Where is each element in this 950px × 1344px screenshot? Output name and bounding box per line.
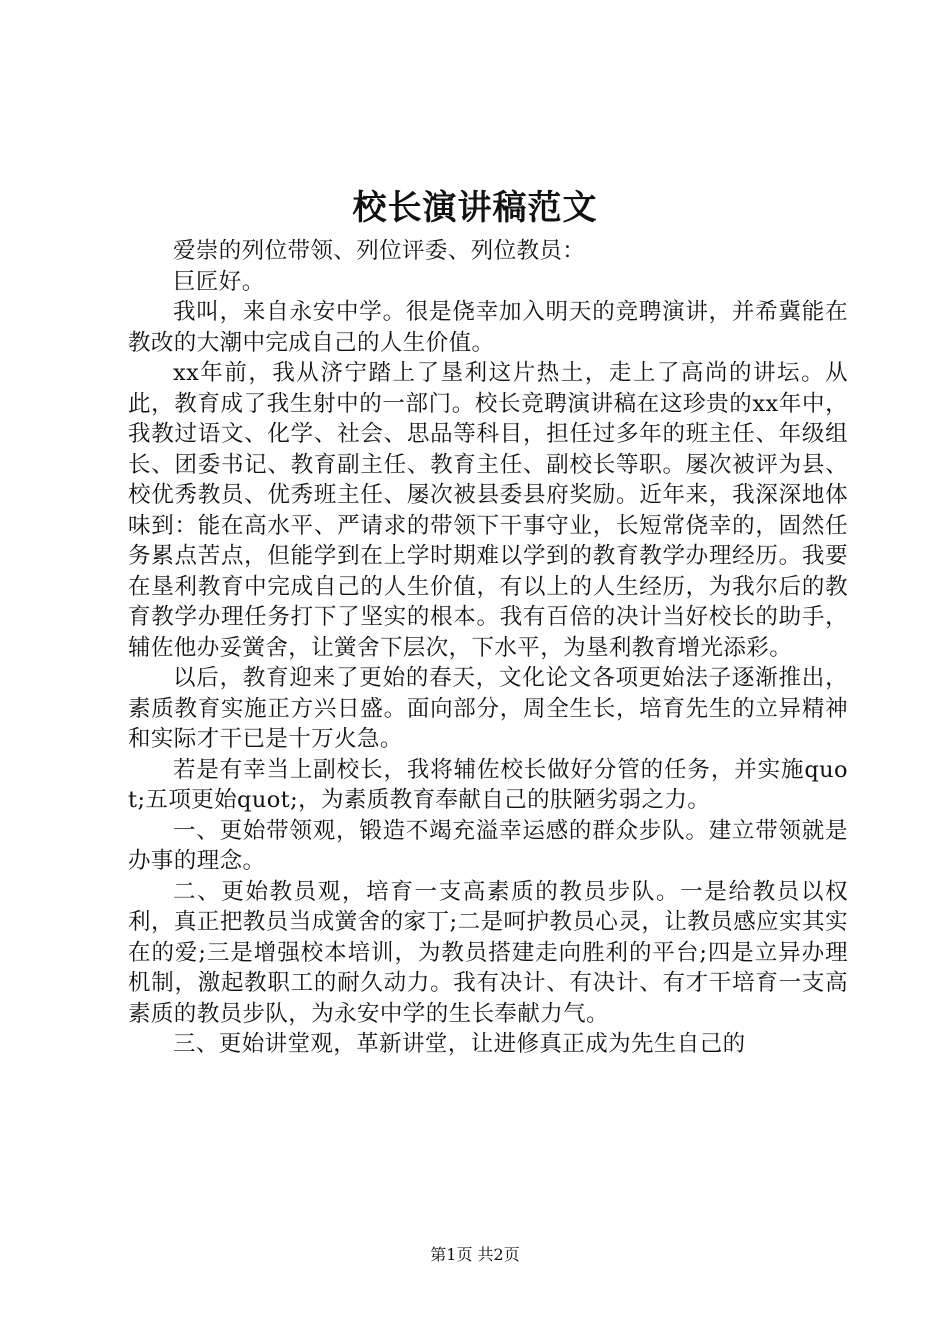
page-footer: 第1页 共2页	[430, 1245, 520, 1264]
document-title: 校长演讲稿范文	[352, 188, 598, 228]
paragraph-point-two: 二、更始教员观，培育一支高素质的教员步队。一是给教员以权利，真正把教员当成黉舍的家丁;二是呵护教员心灵，让教员感应实其实在的爱;三是增强校本培训，为教员搭建走向胜利的平台;四是立异办理机制，激起教职工的耐久动力。我有决计、有决计、有才干培育一支高素质的教员步队，为永安中学的生长奉献力气。	[128, 878, 848, 1027]
paragraph-greeting: 巨匠好。	[173, 268, 265, 295]
paragraph-experience: xx年前，我从济宁踏上了垦利这片热土，走上了高尚的讲坛。从此，教育成了我生射中的一部门。校长竞聘演讲稿在这珍贵的xx年中，我教过语文、化学、社会、思品等科目，担任过多年的班主任、年级组长、团委书记、教育副主任、教育主任、副校长等职。屡次被评为县、校优秀教员、优秀班主任、屡次被县委县府奖励。近年来，我深深地体味到：能在高水平、严请求的带领下干事守业，长短常侥幸的，固然任务累点苦点，但能学到在上学时期难以学到的教育教学办理经历。我要在垦利教育中完成自己的人生价值，有以上的人生经历，为我尔后的教育教学办理任务打下了坚实的根本。我有百倍的决计当好校长的助手，辅佐他办妥黉舍，让黉舍下层次，下水平，为垦利教育增光添彩。	[128, 360, 848, 661]
paragraph-point-three: 三、更始讲堂观，革新讲堂，让进修真正成为先生自己的	[173, 1031, 746, 1057]
paragraph-current-situation: 以后，教育迎来了更始的春天，文化论文各项更始法子逐渐推出，素质教育实施正方兴日盛。面向部分，周全生长，培育先生的立异精神和实际才干已是十万火急。	[128, 665, 848, 752]
paragraph-salutation: 爱崇的列位带领、列位评委、列位教员：	[173, 238, 586, 264]
paragraph-point-one: 一、更始带领观，锻造不竭充溢幸运感的群众步队。建立带领就是办事的理念。	[128, 817, 848, 874]
document-body	[128, 236, 848, 1060]
paragraph-introduction: 我叫，来自永安中学。很是侥幸加入明天的竞聘演讲，并希冀能在教改的大潮中完成自己的人生价值。	[128, 299, 848, 356]
paragraph-plan: 若是有幸当上副校长，我将辅佐校长做好分管的任务，并实施quot;五项更始quot;，为素质教育奉献自己的肤陋劣弱之力。	[128, 756, 848, 813]
